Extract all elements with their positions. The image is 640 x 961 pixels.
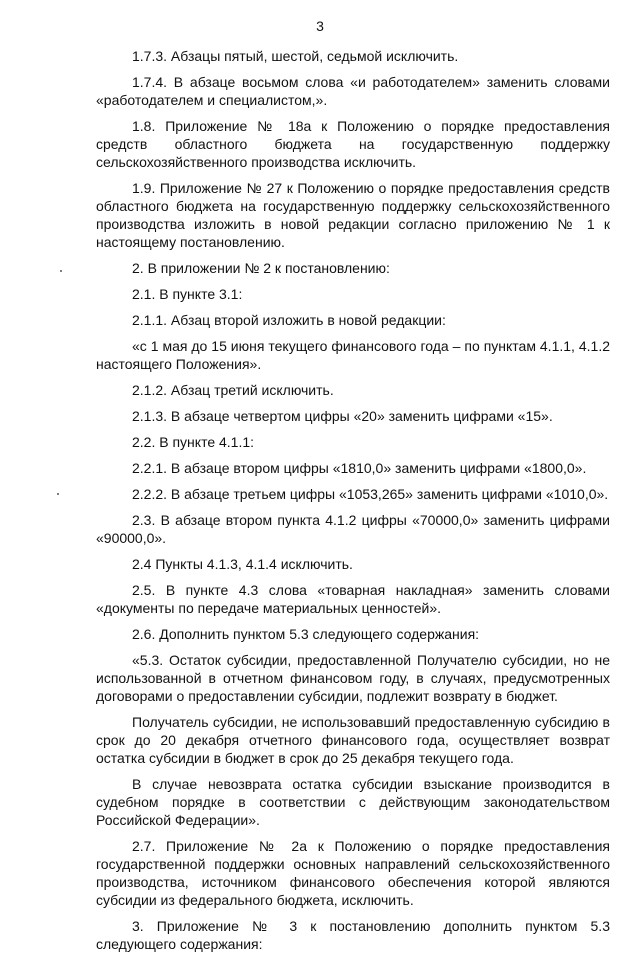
paragraph-2: 2. В приложении № 2 к постановлению: [132,260,390,276]
paragraph-2-2: 2.2. В пункте 4.1.1: [132,434,255,450]
paragraph-2-1-1: 2.1.1. Абзац второй изложить в новой редакции: [132,312,446,328]
document-body [96,47,610,961]
scan-speck [60,270,62,272]
paragraph-1-7-4: 1.7.4. В абзаце восьмом слова «и работодателем» заменить словами «работодателем и специалистом,». [96,74,610,108]
paragraph-quote-dates: «с 1 мая до 15 июня текущего финансового года – по пунктам 4.1.1, 4.1.2 настоящего Положения». [96,338,610,372]
paragraph-2-4: 2.4 Пункты 4.1.3, 4.1.4 исключить. [132,556,353,572]
paragraph-2-1: 2.1. В пункте 3.1: [132,286,243,302]
paragraph-2-1-2: 2.1.2. Абзац третий исключить. [132,382,334,398]
paragraph-2-7: 2.7. Приложение № 2а к Положению о порядке предоставления государственной поддержки основных направлений сельскохозяйственного производства, источником финансового обеспечения которой являются субсидии из федерального бюджета, исключить. [96,838,610,908]
paragraph-2-5: 2.5. В пункте 4.3 слова «товарная накладная» заменить словами «документы по передаче материальных ценностей». [96,582,610,616]
paragraph-2-1-3: 2.1.3. В абзаце четвертом цифры «20» заменить цифрами «15». [132,408,553,424]
page-number: 3 [316,18,324,34]
paragraph-2-6: 2.6. Дополнить пунктом 5.3 следующего содержания: [132,626,480,642]
paragraph-2-2-1: 2.2.1. В абзаце втором цифры «1810,0» заменить цифрами «1800,0». [132,460,587,476]
paragraph-2-2-2: 2.2.2. В абзаце третьем цифры «1053,265» заменить цифрами «1010,0». [132,486,609,502]
paragraph-2-3: 2.3. В абзаце втором пункта 4.1.2 цифры «70000,0» заменить цифрами «90000,0». [96,512,610,546]
paragraph-non-return: В случае невозврата остатка субсидии взыскание производится в судебном порядке в соответствии с действующим законодательством Российской Федерации». [96,776,610,828]
paragraph-recipient: Получатель субсидии, не использовавший предоставленную субсидию в срок до 20 декабря отчетного финансового года, осуществляет возврат остатка субсидии в бюджет в срок до 25 декабря текущего года. [96,714,610,766]
paragraph-1-7-3: 1.7.3. Абзацы пятый, шестой, седьмой исключить. [132,48,459,64]
paragraph-3: 3. Приложение № 3 к постановлению дополнить пунктом 5.3 следующего содержания: [96,918,610,952]
scan-speck [57,493,59,495]
paragraph-1-9: 1.9. Приложение № 27 к Положению о порядке предоставления средств областного бюджета на государственную поддержку сельскохозяйственного производства изложить в новой редакции согласно приложению № 1 к настоящему постановлению. [96,180,610,250]
paragraph-5-3: «5.3. Остаток субсидии, предоставленной Получателю субсидии, но не использованной в отчетном финансовом году, в случаях, предусмотренных договорами о предоставлении субсидии, подлежит возврату в бюджет. [96,652,610,704]
paragraph-1-8: 1.8. Приложение № 18а к Положению о порядке предоставления средств областного бюджета на государственную поддержку сельскохозяйственного производства исключить. [96,118,610,170]
